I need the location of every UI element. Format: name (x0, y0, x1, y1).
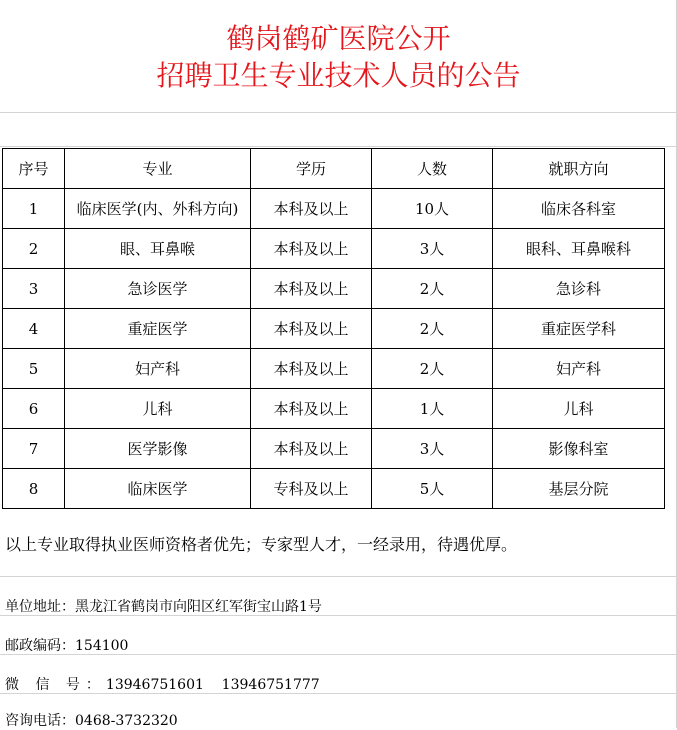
cell-count: 3人 (372, 429, 493, 469)
cell-department: 影像科室 (493, 429, 665, 469)
cell-index: 7 (3, 429, 65, 469)
cell-index: 8 (3, 469, 65, 509)
cell-specialty: 临床医学(内、外科方向) (65, 189, 251, 229)
header-department: 就职方向 (493, 149, 665, 189)
table-row (3, 389, 665, 429)
header-education: 学历 (251, 149, 372, 189)
cell-specialty: 重症医学 (65, 309, 251, 349)
cell-index: 1 (3, 189, 65, 229)
cell-count: 3人 (372, 229, 493, 269)
cell-department: 急诊科 (493, 269, 665, 309)
cell-department: 眼科、耳鼻喉科 (493, 229, 665, 269)
cell-education: 本科及以上 (251, 269, 372, 309)
phone-line (5, 710, 178, 730)
cell-specialty: 急诊医学 (65, 269, 251, 309)
address-value: 黑龙江省鹤岗市向阳区红军街宝山路1号 (75, 599, 322, 615)
cell-specialty: 儿科 (65, 389, 251, 429)
cell-department: 妇产科 (493, 349, 665, 389)
cell-education: 专科及以上 (251, 469, 372, 509)
phone-value: 0468-3732320 (75, 713, 178, 729)
cell-department: 儿科 (493, 389, 665, 429)
cell-department: 重症医学科 (493, 309, 665, 349)
cell-specialty: 临床医学 (65, 469, 251, 509)
cell-specialty: 医学影像 (65, 429, 251, 469)
header-index: 序号 (3, 149, 65, 189)
postcode-value: 154100 (75, 638, 129, 654)
cell-index: 4 (3, 309, 65, 349)
wechat-line (5, 674, 320, 694)
table-row (3, 349, 665, 389)
postcode-line (5, 635, 128, 655)
table-row (3, 269, 665, 309)
postcode-label: 邮政编码： (5, 638, 75, 654)
priority-note: 以上专业取得执业医师资格者优先；专家型人才，一经录用，待遇优厚。 (5, 535, 518, 554)
cell-specialty: 妇产科 (65, 349, 251, 389)
address-label: 单位地址： (5, 599, 75, 615)
wechat-value: 13946751601 13946751777 (105, 677, 320, 693)
cell-index: 3 (3, 269, 65, 309)
page-title-line-1: 鹤岗鹤矿医院公开 (226, 22, 451, 55)
recruitment-table (2, 148, 665, 509)
header-specialty: 专业 (65, 149, 251, 189)
table-row (3, 189, 665, 229)
cell-count: 2人 (372, 269, 493, 309)
address-line (5, 596, 322, 616)
table-row (3, 229, 665, 269)
cell-count: 10人 (372, 189, 493, 229)
cell-department: 基层分院 (493, 469, 665, 509)
cell-education: 本科及以上 (251, 189, 372, 229)
cell-education: 本科及以上 (251, 309, 372, 349)
cell-index: 2 (3, 229, 65, 269)
cell-count: 1人 (372, 389, 493, 429)
table-row (3, 429, 665, 469)
cell-index: 6 (3, 389, 65, 429)
cell-education: 本科及以上 (251, 389, 372, 429)
wechat-label: 微 信 号： (5, 677, 106, 693)
phone-label: 咨询电话： (5, 713, 75, 729)
header-count: 人数 (372, 149, 493, 189)
cell-count: 2人 (372, 349, 493, 389)
cell-department: 临床各科室 (493, 189, 665, 229)
table-row (3, 309, 665, 349)
table-header-row (3, 149, 665, 189)
cell-count: 2人 (372, 309, 493, 349)
cell-index: 5 (3, 349, 65, 389)
cell-education: 本科及以上 (251, 349, 372, 389)
cell-education: 本科及以上 (251, 429, 372, 469)
cell-count: 5人 (372, 469, 493, 509)
page-title-line-2: 招聘卫生专业技术人员的公告 (156, 59, 521, 92)
cell-specialty: 眼、耳鼻喉 (65, 229, 251, 269)
cell-education: 本科及以上 (251, 229, 372, 269)
table-row (3, 469, 665, 509)
